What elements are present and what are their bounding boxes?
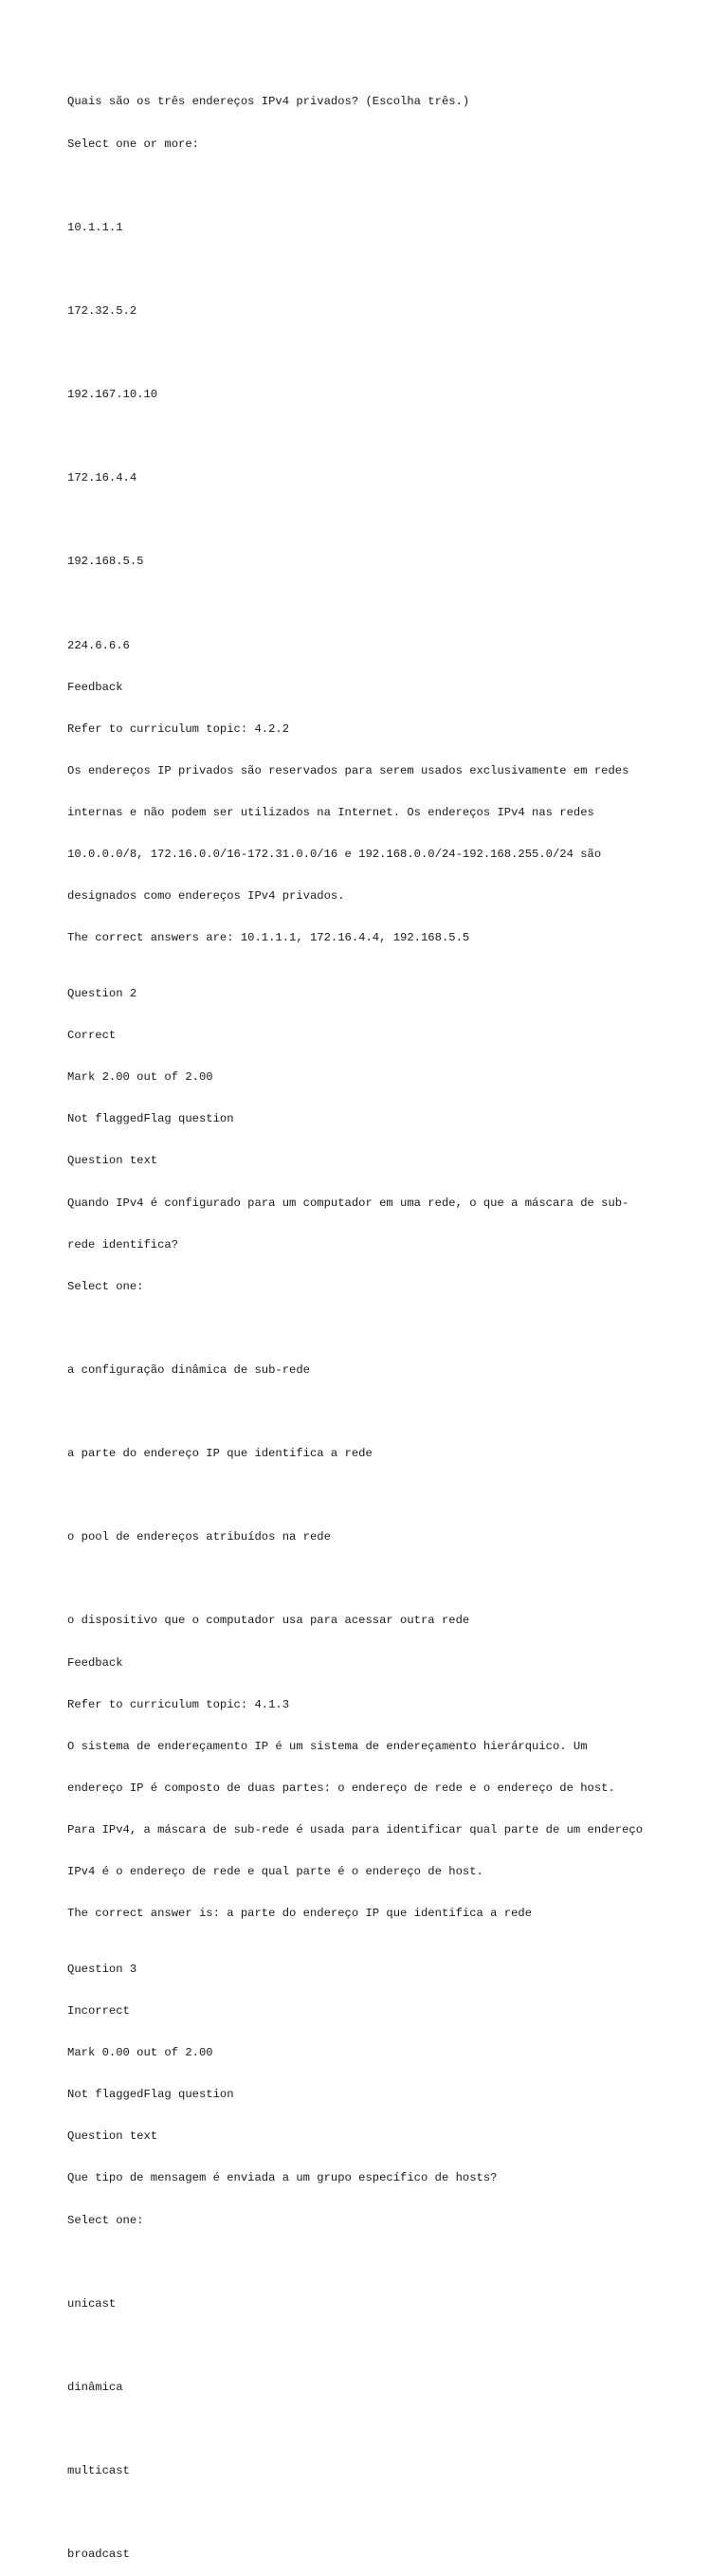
q2-option-3[interactable]: o pool de endereços atribuídos na rede [67, 1530, 331, 1544]
q3-instruction: Select one: [67, 2213, 144, 2227]
q1-correct-answer: The correct answers are: 10.1.1.1, 172.16.4.4, 192.168.5.5 [67, 931, 470, 945]
q1-explanation-line: internas e não podem ser utilizados na Internet. Os endereços IPv4 nas redes [67, 806, 594, 819]
q3-text-heading: Question text [67, 2129, 158, 2144]
q2-explanation-line: Para IPv4, a máscara de sub-rede é usada para identificar qual parte de um endereço [67, 1822, 644, 1836]
q1-topic: Refer to curriculum topic: 4.2.2 [67, 722, 290, 736]
q2-feedback-heading: Feedback [67, 1655, 123, 1670]
q1-option-2[interactable]: 172.32.5.2 [67, 303, 137, 318]
q1-option-5[interactable]: 192.168.5.5 [67, 555, 144, 569]
q2-explanation-line: O sistema de endereçamento IP é um sistema de endereçamento hierárquico. Um [67, 1739, 588, 1753]
q3-prompt: Que tipo de mensagem é enviada a um grupo específico de hosts? [67, 2171, 498, 2185]
q2-explanation-line: IPv4 é o endereço de rede e qual parte é o endereço de host. [67, 1865, 483, 1879]
q1-explanation-line: designados como endereços IPv4 privados. [67, 889, 345, 904]
q2-status: Correct [67, 1029, 117, 1043]
q3-option-2[interactable]: dinâmica [67, 2380, 123, 2394]
q1-explanation-line: Os endereços IP privados são reservados para serem usados exclusivamente em redes [67, 763, 629, 777]
q2-number: Question 2 [67, 987, 137, 1001]
document-page [67, 67, 712, 2576]
q3-mark: Mark 0.00 out of 2.00 [67, 2046, 213, 2060]
q2-prompt-line: rede identifica? [67, 1237, 179, 1251]
q2-explanation-line: endereço IP é composto de duas partes: o endereço de rede e o endereço de host. [67, 1781, 615, 1795]
q2-option-4[interactable]: o dispositivo que o computador usa para acessar outra rede [67, 1614, 470, 1628]
q1-option-6[interactable]: 224.6.6.6 [67, 638, 130, 652]
q3-number: Question 3 [67, 1962, 137, 1976]
q3-flag-link[interactable]: Not flaggedFlag question [67, 2088, 234, 2102]
q2-topic: Refer to curriculum topic: 4.1.3 [67, 1697, 290, 1711]
q3-option-4[interactable]: broadcast [67, 2548, 130, 2562]
q1-instruction: Select one or more: [67, 137, 199, 151]
q3-status: Incorrect [67, 2004, 130, 2019]
q2-prompt-line: Quando IPv4 é configurado para um computador em uma rede, o que a máscara de sub- [67, 1196, 629, 1210]
q2-text-heading: Question text [67, 1154, 158, 1168]
q1-option-3[interactable]: 192.167.10.10 [67, 388, 158, 402]
q2-instruction: Select one: [67, 1279, 144, 1293]
q2-option-1[interactable]: a configuração dinâmica de sub-rede [67, 1362, 310, 1377]
q2-mark: Mark 2.00 out of 2.00 [67, 1070, 213, 1085]
q1-prompt: Quais são os três endereços IPv4 privados? (Escolha três.) [67, 95, 470, 109]
q2-option-2[interactable]: a parte do endereço IP que identifica a rede [67, 1447, 373, 1461]
q1-option-4[interactable]: 172.16.4.4 [67, 471, 137, 485]
q3-option-3[interactable]: multicast [67, 2464, 130, 2478]
q2-flag-link[interactable]: Not flaggedFlag question [67, 1112, 234, 1126]
q1-option-1[interactable]: 10.1.1.1 [67, 220, 123, 234]
q1-explanation-line: 10.0.0.0/8, 172.16.0.0/16-172.31.0.0/16 e 192.168.0.0/24-192.168.255.0/24 são [67, 848, 602, 862]
q3-option-1[interactable]: unicast [67, 2296, 117, 2311]
q1-feedback-heading: Feedback [67, 680, 123, 694]
q2-correct-answer: The correct answer is: a parte do endereço IP que identifica a rede [67, 1907, 533, 1921]
